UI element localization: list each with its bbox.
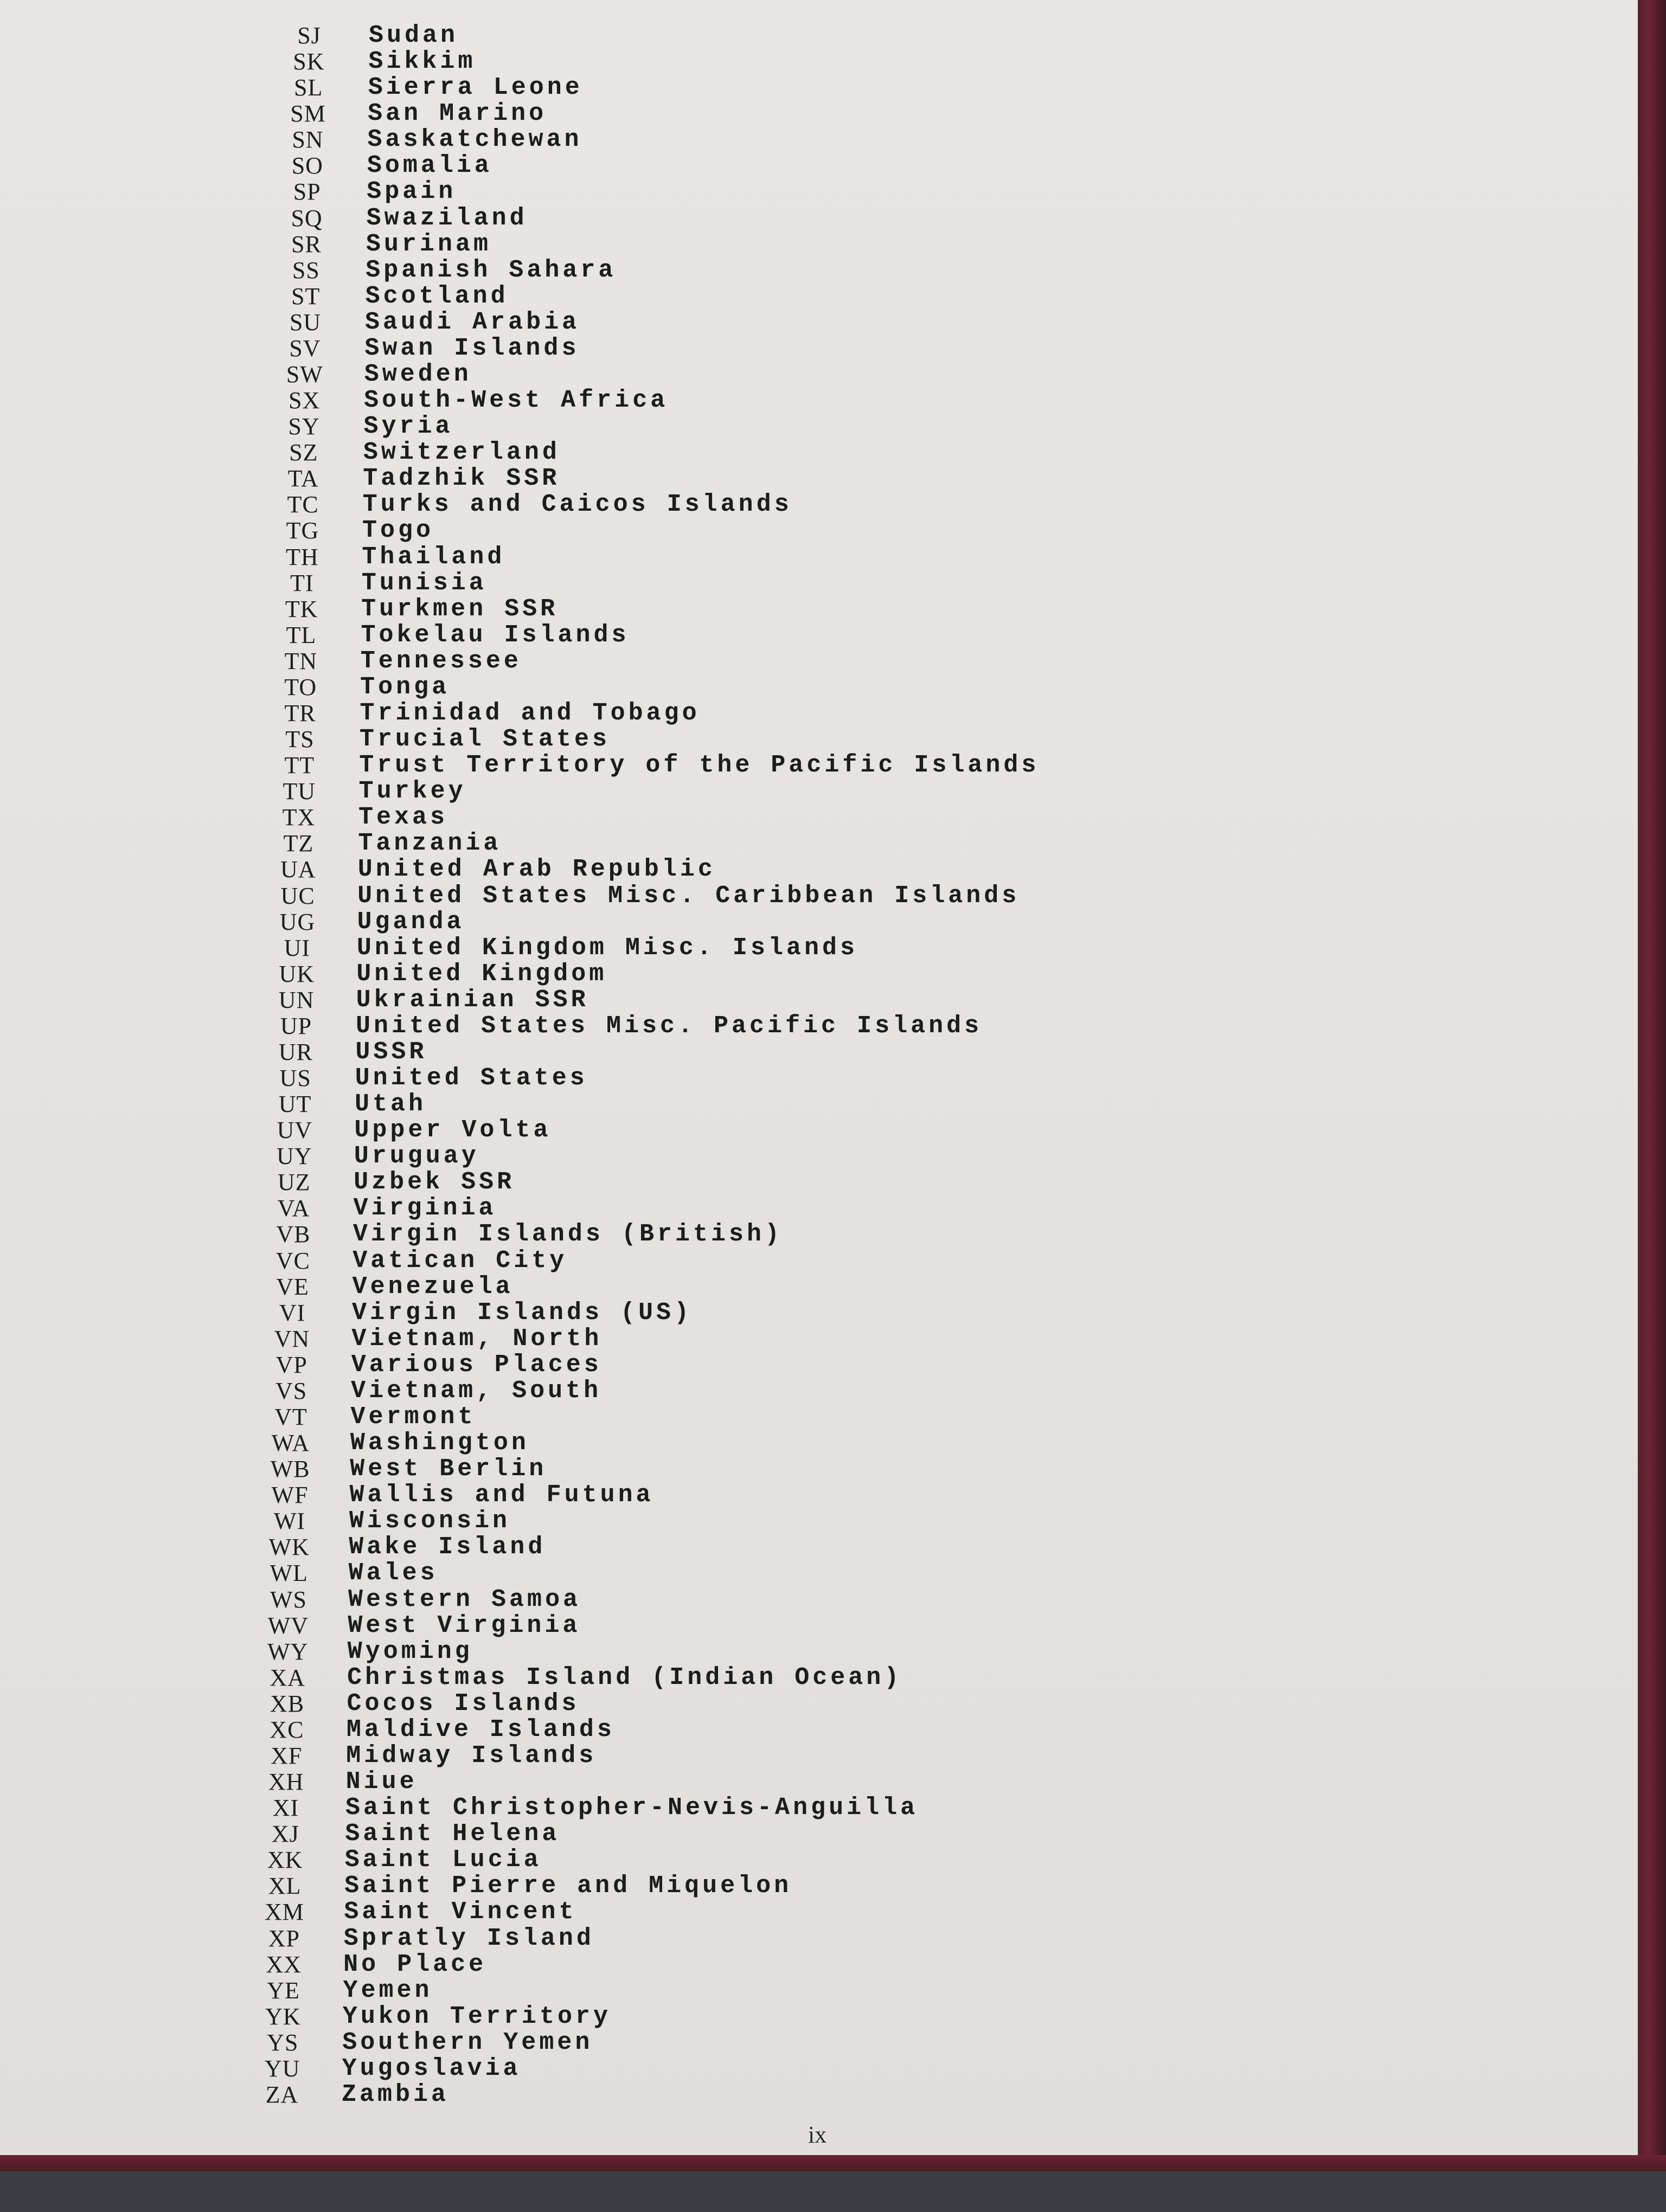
country-code: YK xyxy=(265,2003,301,2030)
country-code: VB xyxy=(276,1221,311,1248)
country-code: SJ xyxy=(297,22,321,49)
country-name: Tonga xyxy=(360,673,450,701)
country-name: Upper Volta xyxy=(354,1116,552,1144)
country-code: TA xyxy=(287,465,319,492)
country-name: Turks and Caicos Islands xyxy=(362,491,792,519)
country-name: Western Samoa xyxy=(348,1585,581,1613)
country-code: SQ xyxy=(291,204,323,232)
country-code: SU xyxy=(289,308,322,336)
country-code: UI xyxy=(284,934,311,961)
country-name: Saint Christopher-Nevis-Anguilla xyxy=(345,1794,919,1822)
country-name: Sierra Leone xyxy=(368,74,583,102)
country-name: Washington xyxy=(350,1429,529,1457)
country-code: TR xyxy=(284,699,316,726)
country-name: Vermont xyxy=(350,1403,476,1431)
country-code: TO xyxy=(284,673,317,700)
country-name: Saint Lucia xyxy=(344,1846,542,1874)
country-name: Saint Helena xyxy=(345,1820,560,1848)
country-name: Tanzania xyxy=(358,829,502,858)
country-code: TT xyxy=(284,752,315,779)
country-code: SL xyxy=(294,74,323,101)
country-code: SS xyxy=(292,256,320,284)
country-code: TC xyxy=(287,491,319,518)
country-name: USSR xyxy=(355,1038,427,1066)
country-code: XI xyxy=(272,1795,299,1822)
country-name: Saudi Arabia xyxy=(365,308,580,336)
country-name: Texas xyxy=(358,803,448,832)
country-code: SZ xyxy=(289,439,318,466)
country-name: Yemen xyxy=(343,1976,433,2004)
country-code: XL xyxy=(268,1873,302,1900)
country-name: South-West Africa xyxy=(364,387,669,415)
country-name: Swaziland xyxy=(366,204,528,232)
country-code: UP xyxy=(280,1012,312,1039)
country-code: WV xyxy=(267,1612,309,1639)
country-code: WI xyxy=(273,1508,306,1535)
country-name: Yukon Territory xyxy=(342,2002,611,2030)
country-code: XH xyxy=(268,1769,304,1796)
country-name: West Berlin xyxy=(350,1455,547,1483)
country-name: Tadzhik SSR xyxy=(363,465,560,493)
country-code: SX xyxy=(289,387,321,414)
country-code: VE xyxy=(276,1273,309,1300)
country-name: Christmas Island (Indian Ocean) xyxy=(347,1663,902,1692)
country-name: Togo xyxy=(362,517,434,545)
country-name: United States Misc. Caribbean Islands xyxy=(357,882,1020,910)
country-code: SR xyxy=(291,230,322,258)
country-name: Swan Islands xyxy=(364,334,580,362)
country-name: Vietnam, North xyxy=(351,1324,603,1353)
country-name: Scotland xyxy=(365,282,509,310)
country-code: UK xyxy=(279,960,315,987)
country-name: Uruguay xyxy=(354,1142,479,1171)
country-code: XC xyxy=(270,1716,304,1743)
country-name: Somalia xyxy=(367,152,492,180)
country-code: UT xyxy=(278,1091,312,1118)
country-code: XK xyxy=(267,1847,303,1874)
country-name: Switzerland xyxy=(363,439,560,467)
country-name: Sikkim xyxy=(368,48,476,76)
country-code: ZA xyxy=(265,2081,299,2108)
country-name: United States Misc. Pacific Islands xyxy=(355,1012,983,1040)
country-name: Wales xyxy=(348,1559,438,1587)
country-code: UN xyxy=(278,986,315,1013)
country-code: TG xyxy=(286,517,319,544)
country-code: UC xyxy=(280,882,315,909)
country-name: United Kingdom Misc. Islands xyxy=(356,934,858,962)
country-name: Venezuela xyxy=(352,1272,514,1301)
country-code: UZ xyxy=(277,1169,311,1196)
country-name: Sweden xyxy=(364,360,472,388)
country-name: Turkmen SSR xyxy=(361,595,559,623)
country-code: VI xyxy=(279,1299,306,1326)
country-code: WS xyxy=(270,1586,307,1613)
country-name: Trucial States xyxy=(359,725,610,754)
country-code: VA xyxy=(277,1195,310,1222)
country-code: ST xyxy=(291,282,321,310)
country-code: SN xyxy=(292,126,324,153)
country-code: TZ xyxy=(283,830,314,857)
country-code: VT xyxy=(274,1404,307,1431)
country-code: XA xyxy=(270,1664,305,1691)
country-code: XM xyxy=(264,1899,304,1926)
country-name: Saint Pierre and Miquelon xyxy=(344,1872,792,1900)
country-code: SM xyxy=(290,100,326,127)
country-name: Maldive Islands xyxy=(346,1715,615,1744)
country-code: WF xyxy=(271,1482,309,1509)
country-name: Utah xyxy=(355,1090,427,1118)
country-name: Ukrainian SSR xyxy=(356,986,589,1014)
country-code: TI xyxy=(290,569,314,596)
country-code: TN xyxy=(284,647,318,674)
country-name: Spanish Sahara xyxy=(366,256,617,284)
country-code: UA xyxy=(280,856,316,883)
country-name: Sudan xyxy=(369,22,459,49)
country-code: TH xyxy=(286,543,319,570)
country-name: Syria xyxy=(363,413,453,441)
country-name: Tokelau Islands xyxy=(361,621,630,649)
country-code: XB xyxy=(270,1690,305,1717)
country-code: WA xyxy=(271,1430,310,1457)
country-code: VS xyxy=(275,1377,307,1404)
country-code: TU xyxy=(283,778,316,805)
country-name: Surinam xyxy=(366,230,491,258)
country-name: Wisconsin xyxy=(349,1507,510,1535)
country-code: XP xyxy=(268,1925,300,1952)
country-name: Midway Islands xyxy=(346,1742,597,1770)
book-cover-edge xyxy=(1638,0,1666,2212)
country-name: Niue xyxy=(345,1768,418,1796)
country-code: SY xyxy=(288,413,320,440)
country-code: SP xyxy=(293,178,321,205)
country-code: SV xyxy=(289,335,321,362)
country-code: TK xyxy=(285,595,318,622)
country-name: United Kingdom xyxy=(356,960,607,988)
country-code: UY xyxy=(277,1143,312,1170)
country-name: Virgin Islands (US) xyxy=(351,1298,693,1327)
country-code: YE xyxy=(267,1977,300,2004)
country-name: Spain xyxy=(367,178,457,206)
country-name: Thailand xyxy=(362,543,505,571)
country-name: San Marino xyxy=(368,100,547,128)
country-code: TX xyxy=(282,804,316,831)
country-name: United Arab Republic xyxy=(357,856,716,884)
country-name: Zambia xyxy=(342,2081,450,2108)
country-code: VP xyxy=(275,1351,307,1378)
country-name: Spratly Island xyxy=(343,1924,594,1952)
country-name: Uzbek SSR xyxy=(354,1168,515,1197)
country-code: WL xyxy=(270,1560,308,1587)
country-name: Saint Vincent xyxy=(344,1898,577,1926)
country-code: XF xyxy=(271,1742,303,1769)
country-code: YU xyxy=(264,2055,300,2082)
country-name: Vatican City xyxy=(353,1246,568,1275)
country-code: XX xyxy=(266,1951,302,1978)
country-name: Cocos Islands xyxy=(347,1689,580,1718)
country-name: Virginia xyxy=(353,1194,497,1223)
country-name: Trust Territory of the Pacific Islands xyxy=(359,751,1040,780)
country-name: No Place xyxy=(343,1950,487,1978)
country-name: Tennessee xyxy=(360,647,522,675)
country-name: Turkey xyxy=(358,777,466,806)
country-name: Various Places xyxy=(351,1351,602,1379)
country-code: SO xyxy=(291,152,323,179)
book-cover-bottom xyxy=(0,2155,1666,2171)
country-code: US xyxy=(279,1065,311,1092)
table-surface xyxy=(0,2171,1666,2212)
country-code: VN xyxy=(274,1325,310,1352)
country-code: WB xyxy=(270,1456,310,1483)
country-name: Wake Island xyxy=(349,1533,546,1561)
country-name: West Virginia xyxy=(348,1611,581,1639)
country-code: VC xyxy=(275,1247,310,1274)
country-code: UV xyxy=(277,1117,313,1144)
country-name: Vietnam, South xyxy=(351,1377,602,1405)
country-code: TS xyxy=(285,726,315,753)
country-code: SW xyxy=(286,361,323,388)
country-name: Virgin Islands (British) xyxy=(353,1220,783,1249)
country-name: Southern Yemen xyxy=(342,2028,593,2056)
country-name: Uganda xyxy=(357,908,465,936)
country-name: Saskatchewan xyxy=(367,126,582,154)
country-name: Trinidad and Tobago xyxy=(360,699,700,727)
country-name: Yugoslavia xyxy=(342,2054,521,2082)
country-code: TL xyxy=(286,621,317,648)
country-name: United States xyxy=(355,1064,588,1092)
country-name: Tunisia xyxy=(361,569,487,597)
country-code: WK xyxy=(268,1534,310,1561)
country-code: WY xyxy=(267,1638,309,1665)
country-code: XJ xyxy=(271,1821,299,1848)
page-number: ix xyxy=(808,2121,827,2148)
country-code: UR xyxy=(278,1038,313,1065)
country-code: YS xyxy=(267,2029,299,2056)
country-code: SK xyxy=(293,48,325,75)
country-name: Wallis and Futuna xyxy=(349,1481,654,1509)
country-code: UG xyxy=(279,908,316,935)
country-name: Wyoming xyxy=(347,1637,473,1666)
